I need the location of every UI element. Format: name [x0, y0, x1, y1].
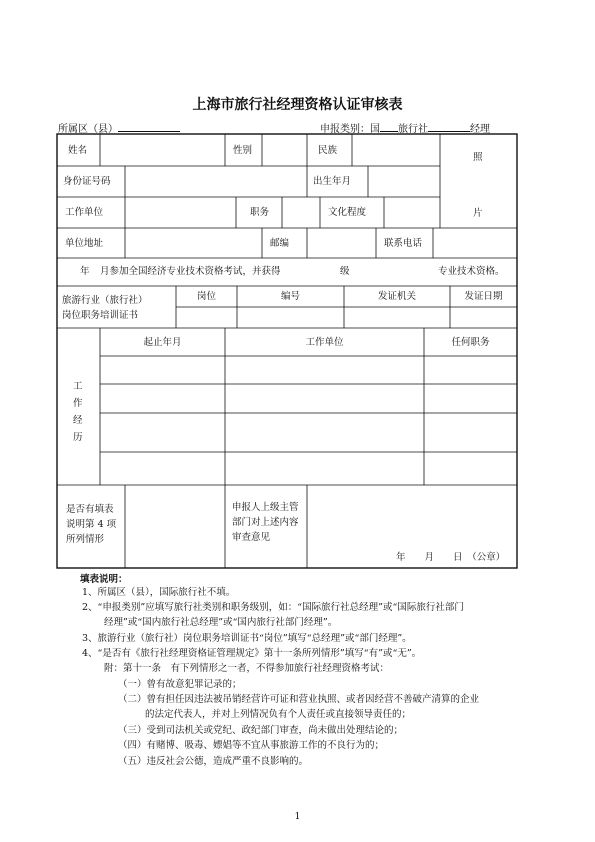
q-label-2: 说明第 4 项 — [66, 519, 117, 530]
page-title: 上海市旅行社经理资格认证审核表 — [192, 97, 403, 113]
apply-type-mid: 旅行社 — [398, 124, 428, 135]
note-item: 2、“申报类别”应填写旅行社类别和职务级别，如：“国际旅行社总经理”或“国际旅行社部门 — [82, 602, 464, 613]
note-item: （五）违反社会公德，造成严重不良影响的。 — [118, 756, 309, 767]
page-number: 1 — [294, 812, 301, 822]
cert-col-number: 编号 — [280, 291, 300, 302]
phone-label: 联系电话 — [384, 238, 423, 249]
note-item: （二）曾有担任因违法被吊销经营许可证和营业执照、或者因经营不善破产清算的企业 — [118, 694, 480, 705]
note-item: 附：第十一条 有下列情形之一者，不得参加旅行社经理资格考试： — [104, 663, 390, 674]
district-label: 所属区（县） — [58, 124, 118, 135]
work-col-period: 起止年月 — [143, 337, 182, 348]
note-item: 经理”或“国内旅行社总经理”或“国内旅行社部门经理”。 — [104, 617, 338, 628]
work-unit-label: 工作单位 — [65, 207, 104, 218]
note-item: 1、所属区（县），国际旅行社不填。 — [82, 587, 236, 598]
note-item: 4、“是否有《旅行社经理资格证管理规定》第十一条所列情形”填写“有”或“无”。 — [82, 648, 422, 659]
work-label-3: 经 — [73, 415, 83, 426]
date-seal-line: 年 月 日 （公章） — [396, 552, 506, 563]
education-label: 文化程度 — [328, 207, 367, 218]
apply-type-suffix: 经理 — [470, 124, 490, 135]
q-label-3: 所列情形 — [66, 534, 105, 545]
position-label: 职务 — [250, 207, 270, 218]
unit-address-label: 单位地址 — [65, 238, 104, 249]
review-label-1: 申报人上级主管 — [232, 502, 299, 513]
photo-label-top: 照 — [473, 152, 483, 163]
name-label: 姓名 — [68, 145, 88, 156]
work-label-4: 历 — [73, 432, 83, 443]
note-item: （一）曾有故意犯罪记录的； — [118, 679, 242, 690]
id-number-label: 身份证号码 — [63, 176, 111, 187]
review-label-2: 部门对上述内容 — [232, 517, 299, 528]
cert-col-date: 发证日期 — [464, 291, 503, 302]
cert-col-issuer: 发证机关 — [377, 291, 416, 302]
cert-col-post: 岗位 — [196, 291, 216, 302]
notes-heading: 填表说明： — [80, 574, 128, 585]
review-label-3: 审查意见 — [232, 532, 271, 543]
gender-label: 性别 — [233, 145, 253, 156]
note-item: （三）受到司法机关或党纪、政纪部门审查，尚未做出处理结论的； — [118, 725, 404, 736]
work-col-role: 任何职务 — [451, 337, 490, 348]
note-item: 3、旅游行业（旅行社）岗位职务培训证书“岗位”填写“总经理”或“部门经理”。 — [82, 633, 412, 644]
ethnicity-label: 民族 — [318, 145, 338, 156]
exam-suffix: 专业技术资格。 — [438, 266, 505, 277]
work-label-1: 工 — [73, 381, 83, 392]
apply-type-prefix: 申报类别：国 — [320, 124, 380, 135]
postcode-label: 邮编 — [270, 238, 290, 249]
photo-label-bottom: 片 — [473, 208, 483, 219]
cert-label-line-1: 旅游行业（旅行社） — [62, 295, 148, 306]
note-item: （四）有赌博、吸毒、嫖娼等不宜从事旅游工作的不良行为的； — [118, 740, 385, 751]
note-item: 的法定代表人，并对上列情况负有个人责任或直接领导责任的； — [145, 709, 412, 720]
work-label-2: 作 — [73, 398, 83, 409]
q-label-1: 是否有填表 — [66, 504, 114, 515]
exam-text: 月参加全国经济专业技术资格考试，并获得 — [100, 266, 281, 277]
exam-level: 级 — [340, 266, 350, 277]
exam-year: 年 — [80, 266, 90, 277]
work-col-unit: 工作单位 — [305, 337, 344, 348]
birth-date-label: 出生年月 — [313, 176, 352, 187]
cert-label-line-2: 岗位职务培训证书 — [62, 310, 139, 321]
